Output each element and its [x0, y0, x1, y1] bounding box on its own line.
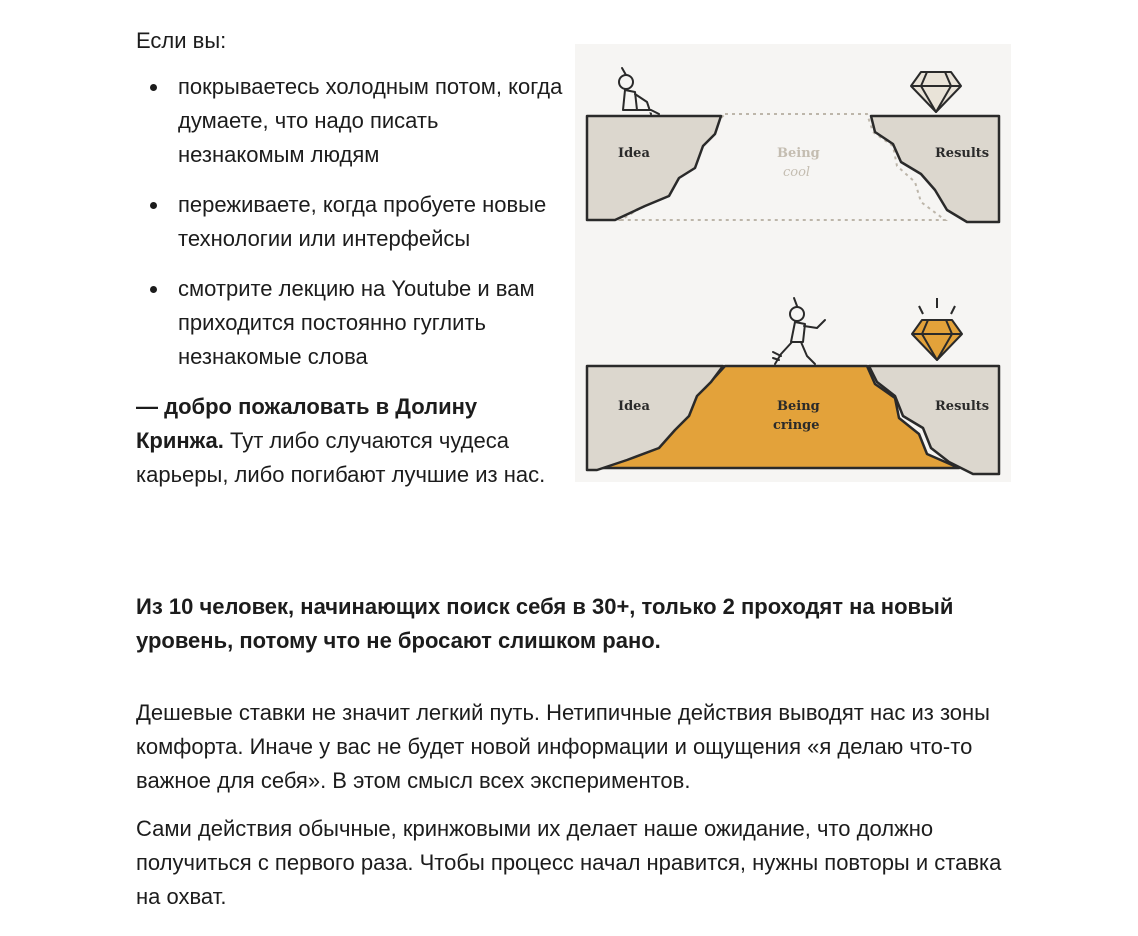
body-paragraph-1: Дешевые ставки не значит легкий путь. Нетипичные действия выводят нас из зоны комфорта. Иначе у вас не будет новой информации и ощущения «я делаю что-то важное для себя». В этом смысл всех экспериментов. [136, 700, 990, 793]
key-statement: Из 10 человек, начинающих поиск себя в 30+, только 2 проходят на новый уровень, потому что не бросают слишком рано. [136, 594, 954, 653]
bottom-being-label: Being [777, 399, 820, 414]
intro-text: Если вы: [136, 28, 227, 53]
top-idea-label: Idea [618, 146, 650, 161]
sparkle-icon [919, 298, 955, 314]
walking-person-icon [773, 298, 825, 364]
cringe-valley-illustration [575, 44, 1011, 482]
top-panel [587, 68, 999, 222]
sitting-person-icon [619, 68, 659, 114]
list-item [136, 188, 566, 256]
symptom-list [136, 70, 566, 374]
bottom-idea-label: Idea [618, 399, 650, 414]
top-cool-label: cool [783, 165, 811, 180]
list-item-text: покрываетесь холодным потом, когда думаете, что надо писать незнакомым людям [178, 74, 563, 167]
bottom-results-label: Results [935, 399, 990, 414]
welcome-rest-text: Тут либо случаются чудеса карьеры, либо погибают лучшие из нас. [136, 428, 546, 487]
list-item [136, 70, 566, 172]
list-item-text: смотрите лекцию на Youtube и вам приходится постоянно гуглить незнакомые слова [178, 276, 535, 369]
welcome-bold-text: — добро пожаловать в Долину Кринжа. [136, 394, 478, 453]
diamond-icon [911, 72, 961, 112]
bottom-panel [587, 298, 999, 474]
top-being-label: Being [777, 146, 820, 161]
bottom-cringe-label: cringe [773, 418, 820, 433]
top-left-cliff [587, 116, 721, 220]
bullet-icon [150, 84, 157, 91]
body-paragraph-2: Сами действия обычные, кринжовыми их делает наше ожидание, что должно получиться с первого раза. Чтобы процесс начал нравится, нужны повторы и ставка на охват. [136, 816, 1002, 909]
bullet-icon [150, 202, 157, 209]
welcome-paragraph [136, 390, 566, 492]
list-item-text: переживаете, когда пробуете новые технологии или интерфейсы [178, 192, 547, 251]
golden-diamond-icon [912, 320, 962, 360]
top-right-cliff [871, 116, 999, 222]
intro-column [136, 24, 566, 492]
illustration-svg [575, 44, 1011, 482]
top-results-label: Results [935, 146, 990, 161]
list-item [136, 272, 566, 374]
bullet-icon [150, 286, 157, 293]
